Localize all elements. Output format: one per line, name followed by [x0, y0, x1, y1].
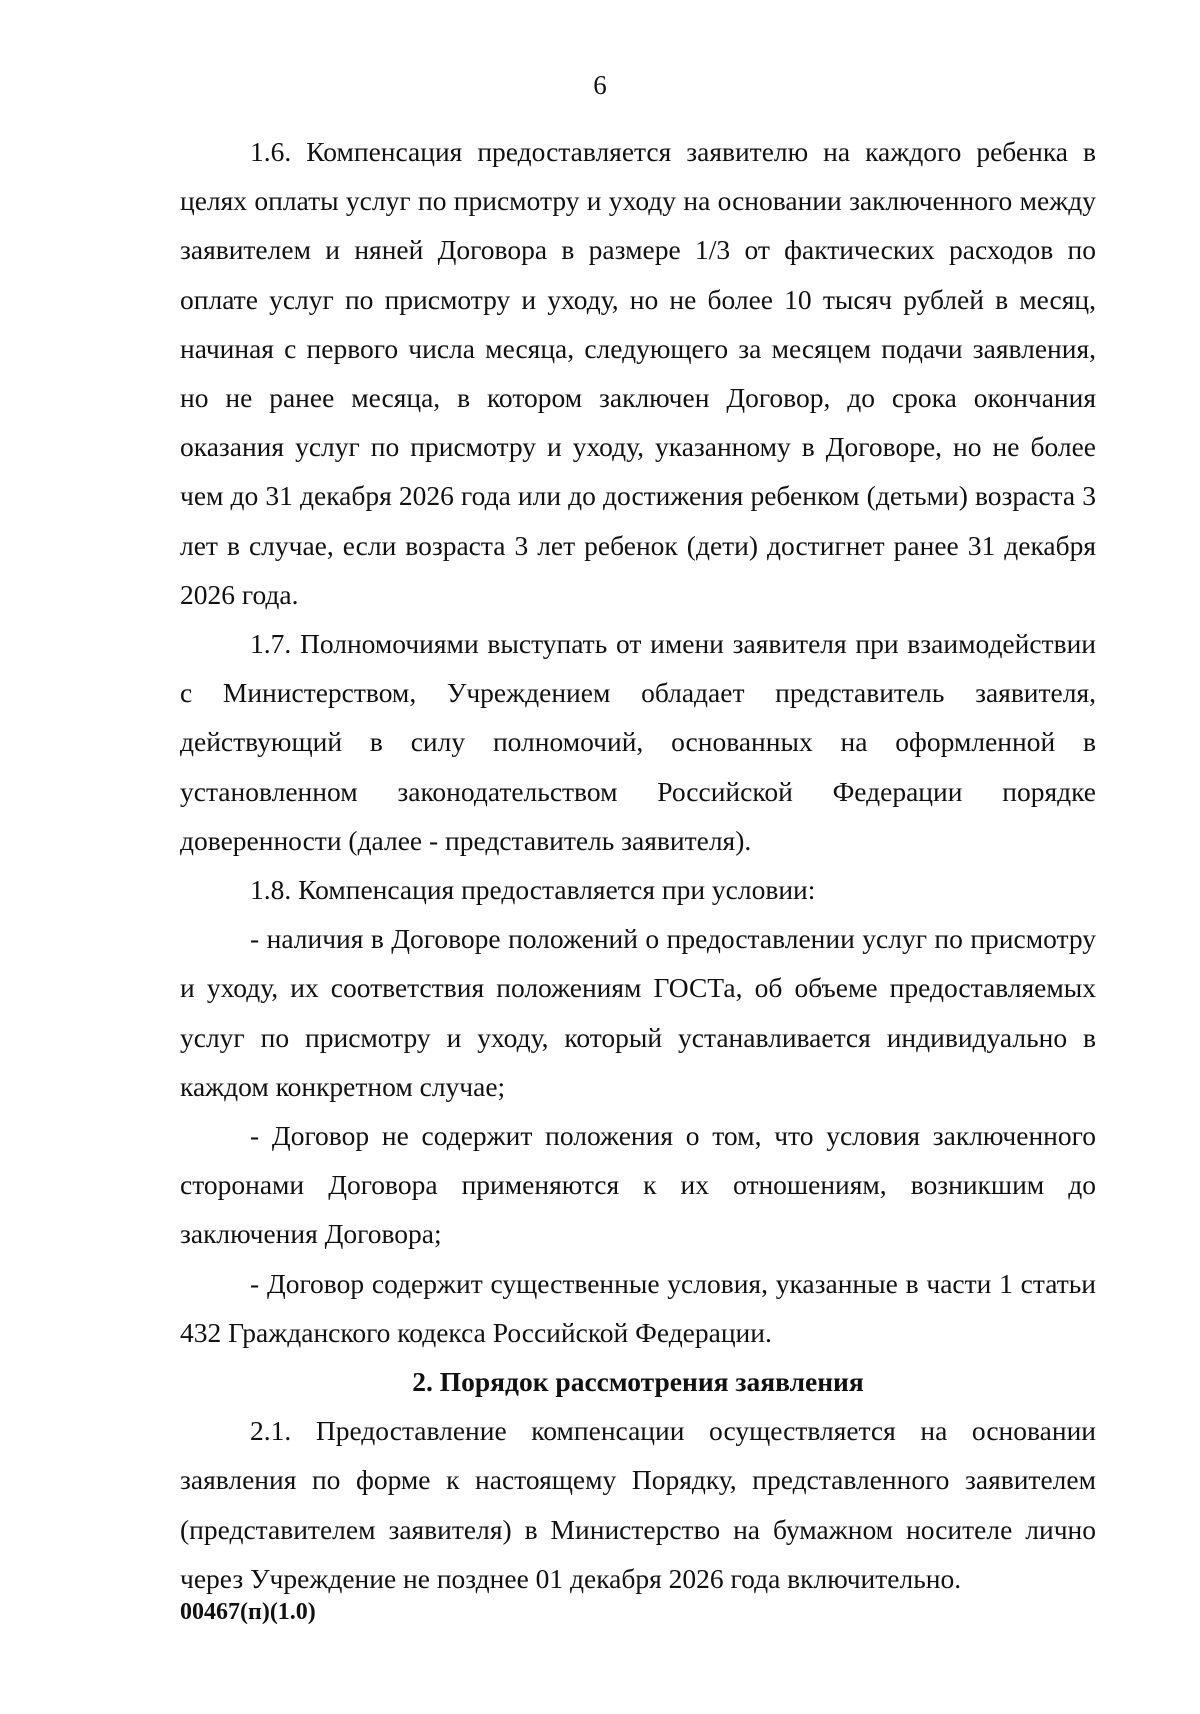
document-code: 00467(п)(1.0) — [180, 1599, 316, 1625]
condition-item-2: - Договор не содержит положения о том, что условия заключенного сторонами Договора применяются к их отношениям, возникшим до заключения Договора; — [180, 1120, 1096, 1250]
paragraph-1-6: 1.6. Компенсация предоставляется заявителю на каждого ребенка в целях оплаты услуг по присмотру и уходу на основании заключенного между заявителем и няней Договора в размере 1/3 от фактических расходов по оплате услуг по присмотру и уходу, но не более 10 тысяч рублей в месяц, начиная с первого числа месяца, следующего за месяцем подачи заявления, но не ранее месяца, в котором заключен Договор, до срока окончания оказания услуг по присмотру и уходу, указанному в Договоре, но не более чем до 31 декабря 2026 года или до достижения ребенком (детьми) возраста 3 лет в случае, если возраста 3 лет ребенок (дети) достигнет ранее 31 декабря 2026 года. — [180, 136, 1096, 610]
condition-item-3: - Договор содержит существенные условия, указанные в части 1 статьи 432 Гражданского кодекса Российской Федерации. — [180, 1267, 1096, 1348]
paragraph-2-1: 2.1. Предоставление компенсации осуществляется на основании заявления по форме к настоящему Порядку, представленного заявителем (представителем заявителя) в Министерство на бумажном носителе лично через Учреждение не позднее 01 декабря 2026 года включительно. — [180, 1415, 1096, 1594]
section-2-heading: 2. Порядок рассмотрения заявления — [412, 1366, 864, 1398]
document-body — [180, 127, 1096, 1603]
paragraph-1-8: 1.8. Компенсация предоставляется при условии: — [250, 874, 816, 906]
page-number: 6 — [593, 70, 607, 100]
paragraph-1-7: 1.7. Полномочиями выступать от имени заявителя при взаимодействии с Министерством, Учреждением обладает представитель заявителя, действующий в силу полномочий, основанных на оформленной в установленном законодательством Российской Федерации порядке доверенности (далее - представитель заявителя). — [180, 628, 1096, 856]
condition-item-1: - наличия в Договоре положений о предоставлении услуг по присмотру и уходу, их соответствия положениям ГОСТа, об объеме предоставляемых услуг по присмотру и уходу, который устанавливается индивидуально в каждом конкретном случае; — [180, 923, 1096, 1102]
